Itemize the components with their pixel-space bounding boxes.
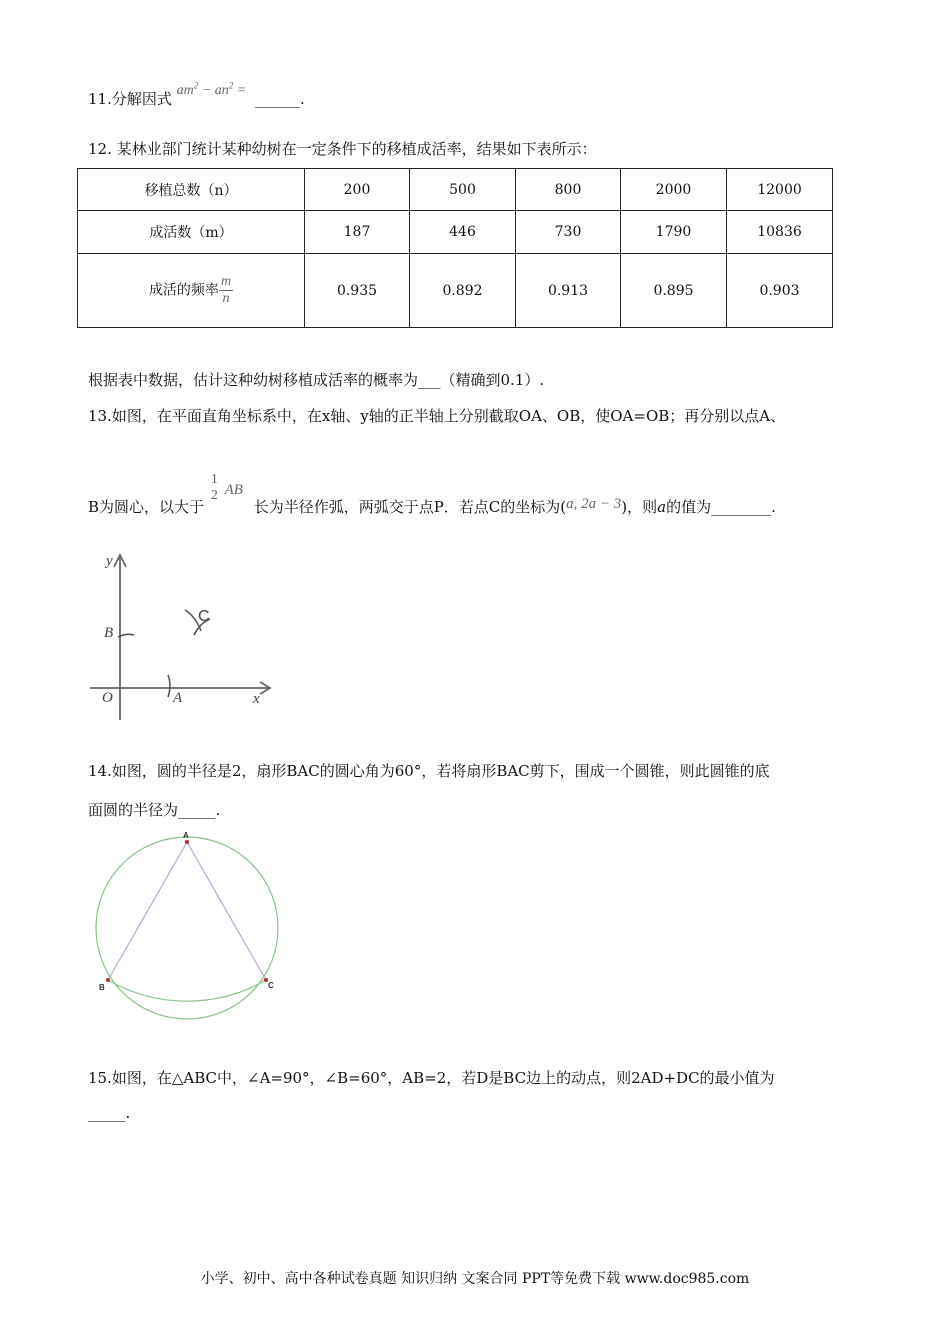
q13-text: 的值为 [666,498,712,516]
point-c-label: C [198,608,210,625]
q13-ab: AB [224,482,243,498]
point-a [185,840,189,844]
table-cell: 200 [305,169,410,211]
m-over-n-fraction [219,274,233,307]
q11-line [88,80,305,109]
q14-blank: _____ [178,801,216,819]
q15-line1: 15.如图，在△ABC中，∠A=90°，∠B=60°，AB=2，若D是BC边上的动点，则2AD+DC的最小值为 [88,1069,775,1087]
table-cell: 0.895 [621,254,727,328]
q14-line2 [88,799,220,820]
table-cell: 2000 [621,169,727,211]
q13-text: 长为半径作弧，两弧交于点P．若点C的坐标为( [253,498,567,516]
label-b: B [99,983,105,992]
table-cell: 10836 [727,211,833,254]
q11-expression [176,80,247,98]
q12-blank: ___ [418,371,441,389]
table-cell: 730 [516,211,621,254]
q11-suffix: . [299,90,305,108]
outer-circle [96,837,278,1019]
table-cell: 187 [305,211,410,254]
q11-expr-part: = [233,83,247,98]
row-label-total: 移植总数（n） [78,169,305,211]
point-b [106,978,110,982]
table-row [78,169,833,211]
q14-text: . [215,801,221,819]
sector-arc [108,980,266,1001]
fraction-denominator: 2 [210,488,218,503]
q12-question-text: （精确到0.1）. [440,371,545,389]
point-a-label: A [173,690,183,706]
table-row [78,211,833,254]
y-label: y [106,553,113,569]
q11-blank: ______ [254,90,300,108]
q13-variable-a: a [657,498,667,516]
table-cell: 0.913 [516,254,621,328]
origin-label: O [102,690,113,706]
table-cell: 12000 [727,169,833,211]
q13-line1: 13.如图，在平面直角坐标系中，在x轴、y轴的正半轴上分别截取OA、OB，使OA=OB；再分别以点A、 [88,407,786,425]
q14-text: 面圆的半径为 [88,801,179,819]
survival-table [77,168,833,328]
table-row [78,254,833,328]
half-fraction [211,472,218,504]
q14-line1: 14.如图，圆的半径是2，扇形BAC的圆心角为60°，若将扇形BAC剪下，围成一个圆锥，则此圆锥的底 [88,762,770,780]
q13-blank: ________ [711,498,772,516]
table-cell: 446 [410,211,516,254]
row-label-survived: 成活数（m） [78,211,305,254]
q11-sup: 2 [193,80,199,91]
row-label-rate [78,254,305,328]
q11-prefix: 11.分解因式 [88,90,172,108]
fraction-denominator: n [222,291,230,306]
fraction-numerator: 1 [210,472,218,487]
q11-expr-part: am [176,83,194,98]
q11-sup: 2 [228,80,234,91]
q13-text: . [771,498,776,516]
q15-blank: _____ [88,1104,126,1122]
table-cell: 0.903 [727,254,833,328]
coordinate-figure [88,545,278,725]
x-label: x [253,691,260,707]
rate-label-text: 成活的频率 [148,282,219,299]
table-cell: 1790 [621,211,727,254]
q12-question-text: 根据表中数据，估计这种幼树移植成活率的概率为 [88,371,419,389]
label-a: A [183,831,189,840]
q15-line2 [88,1104,130,1122]
q13-line2 [88,464,776,516]
arc-on-x-axis [168,675,170,697]
q15-text: . [125,1104,131,1122]
q13-text: )，则 [621,498,658,516]
label-c: C [268,981,274,990]
q11-expr-part: − an [198,83,229,98]
segment-ab [108,842,187,980]
fraction-numerator: m [220,274,232,289]
table-cell: 0.892 [410,254,516,328]
table-cell: 0.935 [305,254,410,328]
q12-question [88,369,544,390]
table-cell: 500 [410,169,516,211]
segment-ac [187,842,266,980]
point-b-label: B [104,625,114,641]
circle-sector-figure [88,828,288,1028]
q13-coordinate: a, 2a − 3 [566,496,622,512]
q12-intro: 12. 某林业部门统计某种幼树在一定条件下的移植成活率，结果如下表所示： [88,140,597,158]
table-cell: 800 [516,169,621,211]
q13-text: B为圆心，以大于 [88,498,205,516]
page-footer: 小学、初中、高中各种试卷真题 知识归纳 文案合同 PPT等免费下载 www.doc985.com [200,1271,750,1287]
